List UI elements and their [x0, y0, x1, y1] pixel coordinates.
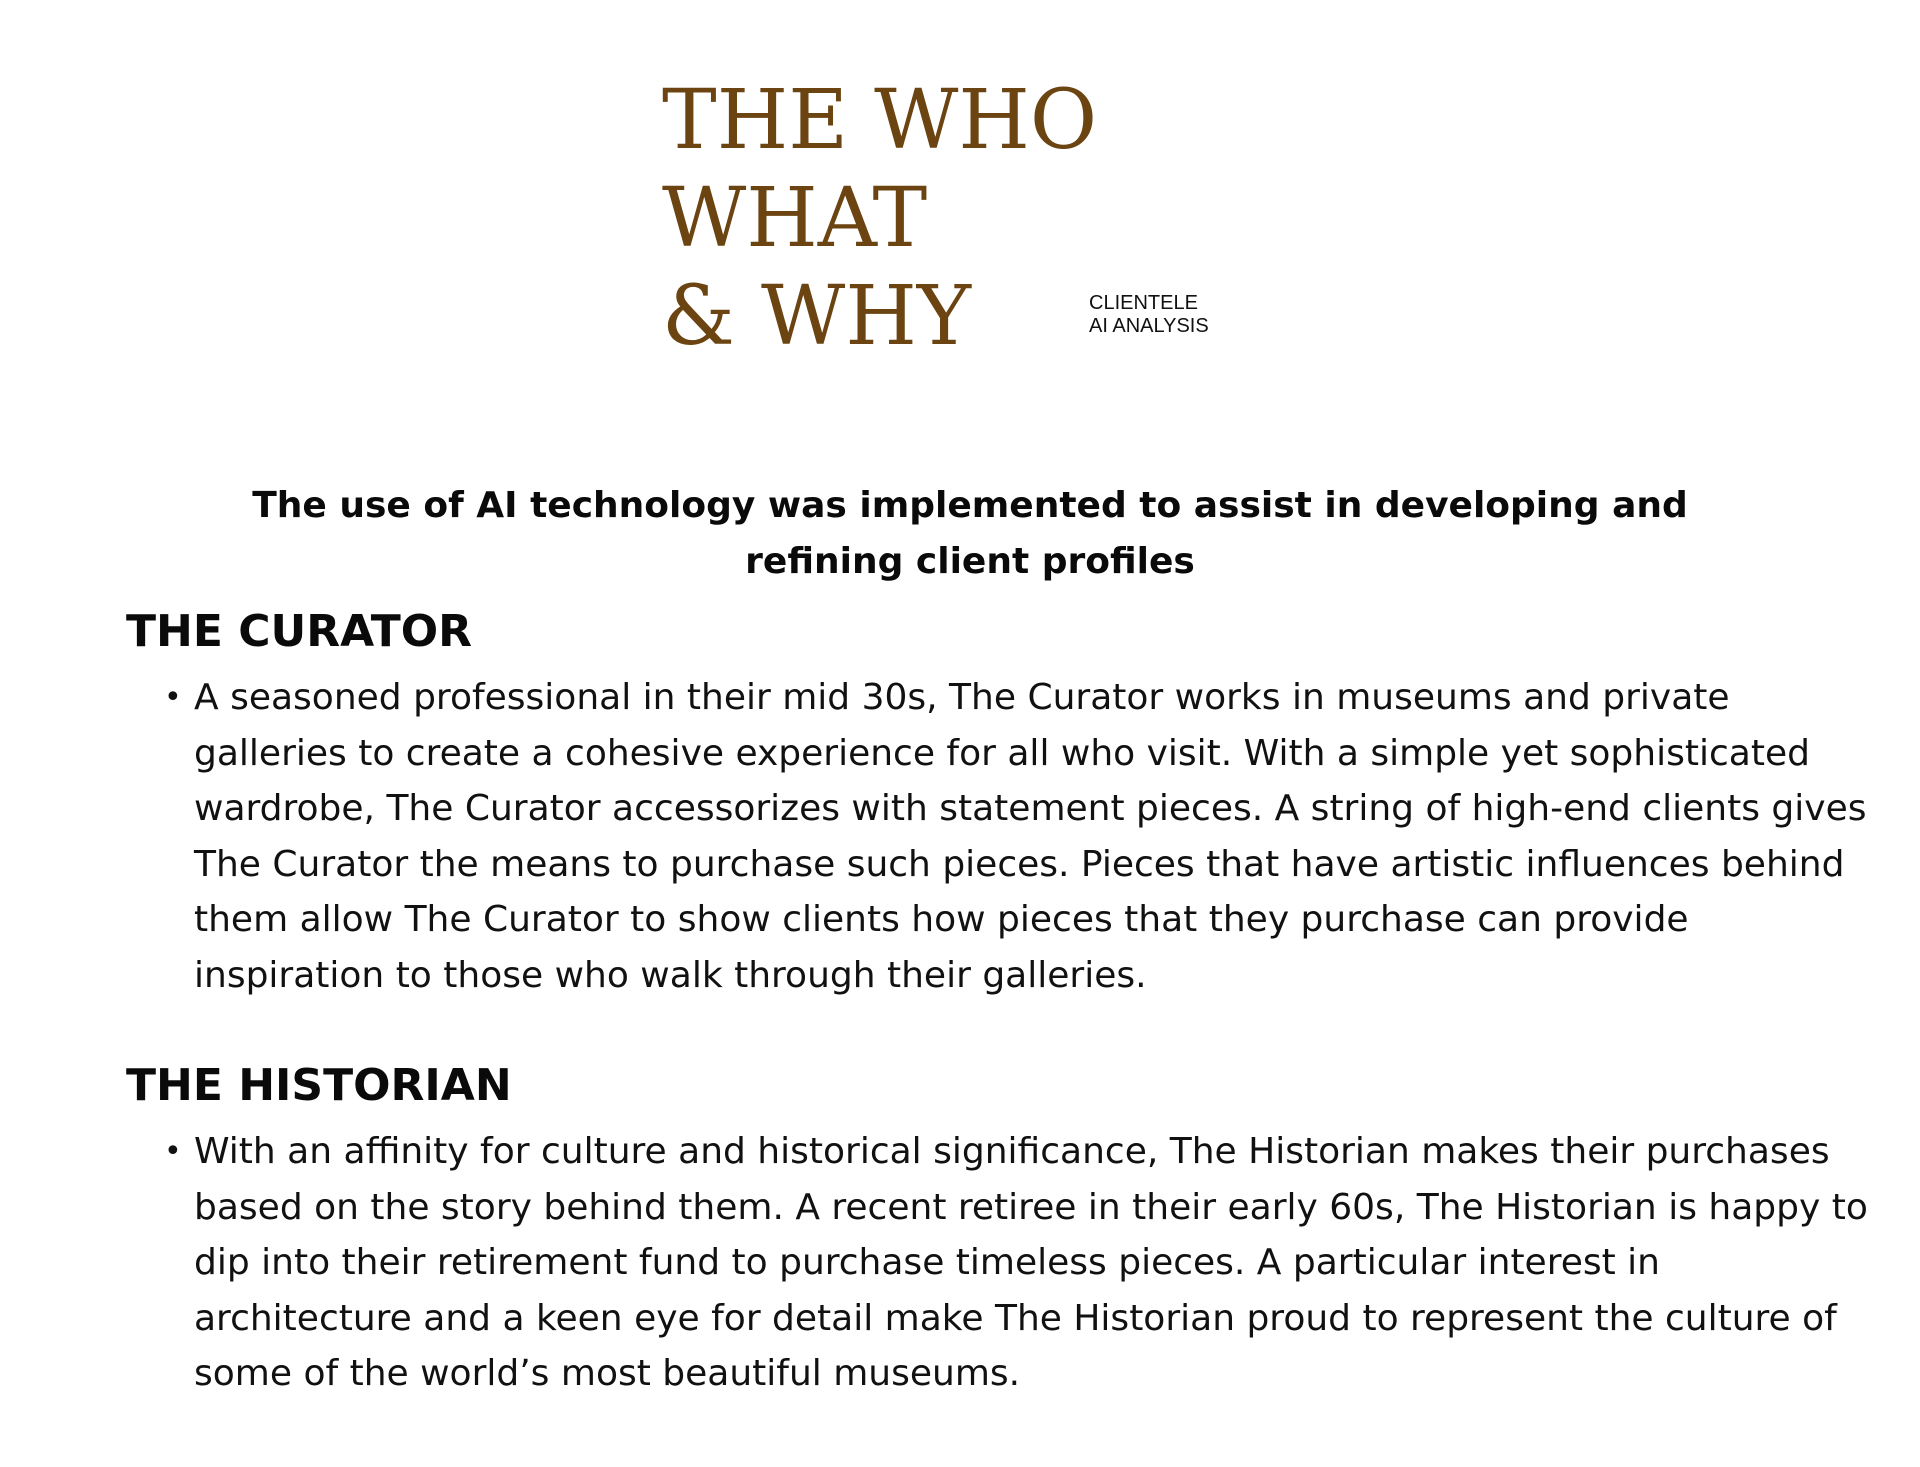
brand-subtitle: [1089, 292, 1209, 338]
section-heading-historian: THE HISTORIAN: [126, 1060, 512, 1111]
curator-description: • A seasoned professional in their mid 30s, The Curator works in museums and private galleries to create a cohesive experience for all who visit. With a simple yet sophisticated wardrobe, The Curator accessorizes with statement pieces. A string of high-end clients gives The Curator the means to purchase such pieces. Pieces that have artistic influences behind them allow The Curator to show clients how pieces that they purchase can provide inspiration to those who walk through their galleries.: [194, 670, 1884, 1003]
section-list-curator: [126, 670, 1884, 1003]
section-heading-curator: THE CURATOR: [126, 606, 473, 657]
historian-description: • With an affinity for culture and historical significance, The Historian makes their purchases based on the story behind them. A recent retiree in their early 60s, The Historian is happy to dip into their retirement fund to purchase timeless pieces. A particular interest in architecture and a keen eye for detail make The Historian proud to represent the culture of some of the world’s most beautiful museums.: [194, 1124, 1884, 1402]
intro-statement: The use of AI technology was implemented to assist in developing and refining client profiles: [252, 485, 1688, 582]
brand-title-line-3: & WHY: [662, 269, 971, 364]
brand-title: [662, 72, 1097, 366]
section-list-historian: [126, 1124, 1884, 1402]
brand-title-line-2: WHAT: [662, 171, 928, 266]
brand-subtitle-line-1: CLIENTELE: [1089, 292, 1198, 314]
brand-subtitle-line-2: AI ANALYSIS: [1089, 315, 1209, 337]
brand-title-line-1: THE WHO: [662, 73, 1098, 168]
